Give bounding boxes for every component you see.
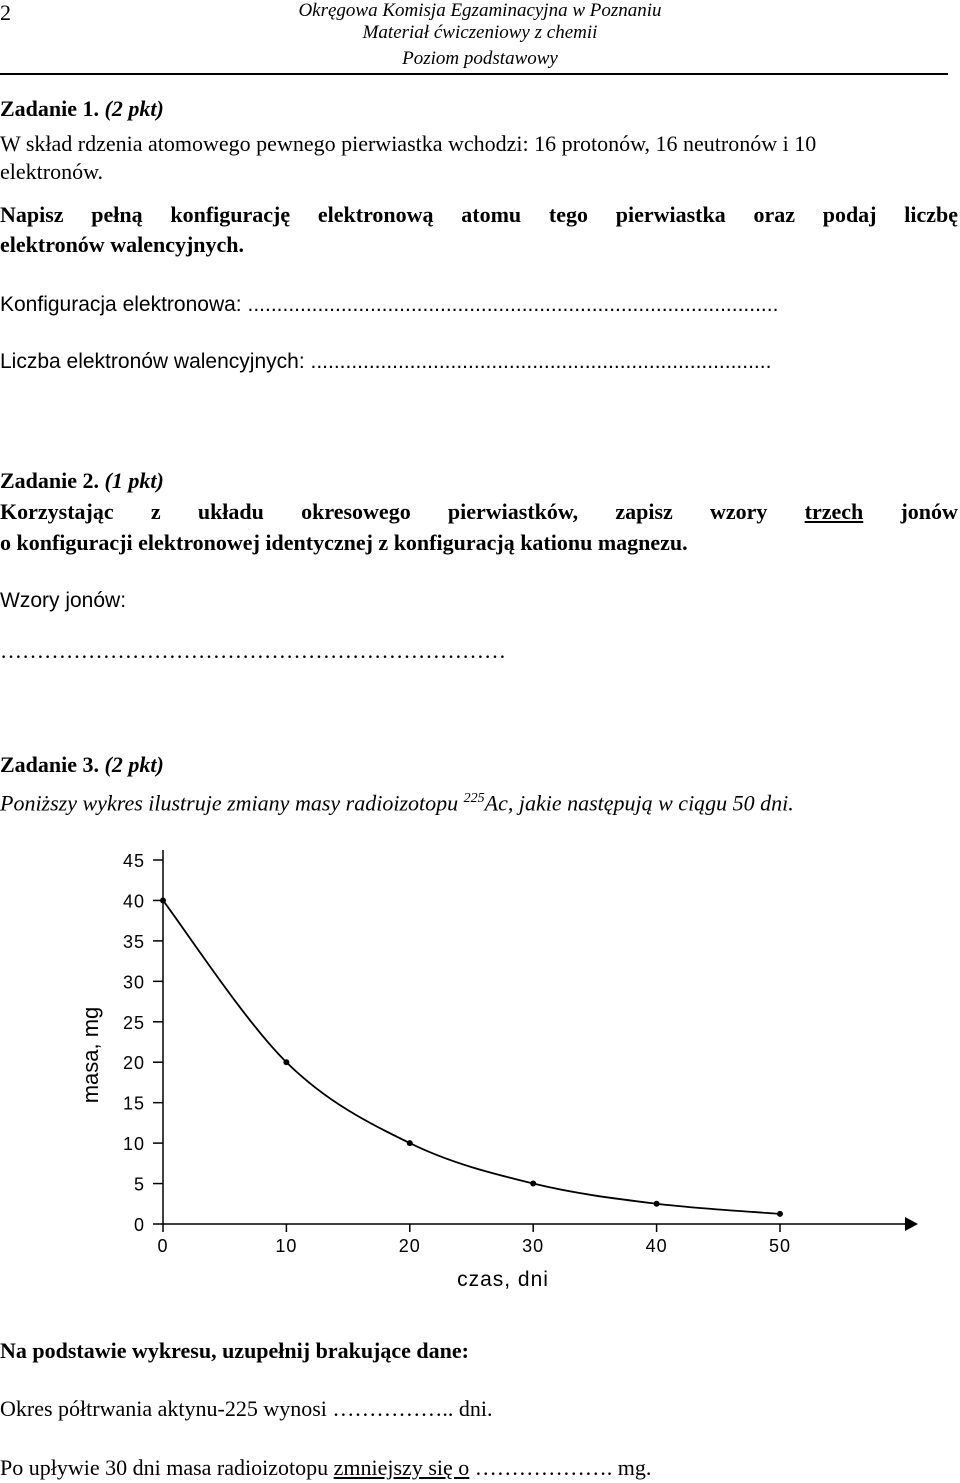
task3-question-half-life [0, 1396, 493, 1422]
x-tick-label: 30 [522, 1236, 545, 1256]
q2-text-b: . mg. [606, 1455, 652, 1480]
data-point [160, 897, 166, 903]
task3-mass-number: 225 [463, 791, 485, 806]
task2-word: jonów [900, 499, 958, 524]
q2-underlined: zmniejszy się o [333, 1455, 470, 1480]
task2-word: wzory [710, 499, 768, 524]
y-tick-label: 45 [122, 851, 145, 871]
series [160, 897, 783, 1216]
task1-title: Zadanie 1. [0, 96, 100, 121]
q2-dots: ……………… [469, 1455, 607, 1480]
task2-word-underlined: trzech [804, 499, 864, 524]
task3-heading [0, 752, 164, 778]
task2-points: (1 pkt) [104, 468, 164, 493]
chart-axes [163, 850, 918, 1231]
x-axis-arrow [905, 1217, 918, 1231]
x-tick-label: 20 [398, 1236, 421, 1256]
y-tick-label: 35 [122, 931, 145, 952]
task3-points: (2 pkt) [104, 752, 164, 777]
task1-instruction-line2: elektronów walencyjnych. [0, 232, 245, 257]
task2-word: zapisz [615, 499, 673, 524]
task2-answer-dots: …………………………………………………………… [0, 638, 506, 663]
task1-intro-line2: elektronów. [0, 159, 104, 184]
task2-heading [0, 468, 164, 494]
y-axis-label: masa, mg [78, 1006, 103, 1104]
q1-dots: …………….. [332, 1396, 454, 1421]
task3-title: Zadanie 3. [0, 752, 100, 777]
y-ticks [123, 851, 163, 1235]
y-tick-label: 0 [133, 1215, 145, 1235]
y-tick-label: 20 [122, 1053, 145, 1074]
task1-heading [0, 96, 164, 122]
x-tick-label: 0 [157, 1236, 169, 1256]
task2-word: z [150, 499, 161, 524]
task2-instruction-line1 [0, 499, 958, 525]
task1-instruction-line1: Napisz pełną konfigurację elektronową atomu tego pierwiastka oraz podaj liczbę [0, 202, 958, 227]
task1-answer-configuration: Konfiguracja elektronowa: ........................................................................................... [0, 293, 779, 316]
x-tick-label: 50 [768, 1236, 792, 1256]
x-ticks [157, 1224, 791, 1256]
data-point [530, 1181, 536, 1187]
task2-word: okresowego [301, 499, 411, 524]
y-tick-label: 40 [122, 891, 145, 912]
task3-question-mass-loss [0, 1455, 651, 1481]
task3-description [0, 786, 794, 816]
task3-footer-title: Na podstawie wykresu, uzupełnij brakujące dane: [0, 1338, 469, 1363]
data-point [654, 1201, 660, 1207]
x-axis-label: czas, dni [457, 1268, 549, 1291]
task2-word: Korzystając [0, 499, 114, 524]
task2-word: pierwiastków, [447, 499, 579, 524]
q2-text-a: Po upływie 30 dni masa radioizotopu [0, 1455, 334, 1480]
series-line [163, 900, 780, 1213]
x-tick-label: 40 [645, 1236, 668, 1256]
data-point [777, 1211, 783, 1217]
q1-text-a: Okres półtrwania aktynu-225 wynosi [0, 1396, 333, 1421]
decay-chart [0, 840, 960, 1300]
header-institution: Okręgowa Komisja Egzaminacyjna w Poznaniu [298, 0, 662, 21]
task1-points: (2 pkt) [104, 96, 164, 121]
task2-instruction-line2: o konfiguracji elektronowej identycznej z konfiguracją kationu magnezu. [0, 530, 688, 555]
task3-description-a: Poniższy wykres ilustruje zmiany masy radioizotopu [0, 790, 464, 816]
header-level: Poziom podstawowy [402, 48, 558, 69]
y-tick-label: 10 [122, 1134, 145, 1155]
y-tick-label: 30 [122, 972, 145, 993]
page-number: 2 [0, 0, 11, 25]
y-tick-label: 25 [122, 1012, 145, 1033]
y-tick-label: 5 [133, 1174, 145, 1195]
header-rule [0, 73, 948, 75]
task2-word: układu [197, 499, 264, 524]
task3-description-b: Ac, jakie następują w ciągu 50 dni. [484, 790, 794, 816]
x-tick-label: 10 [275, 1236, 298, 1256]
q1-text-b: dni. [453, 1396, 493, 1421]
task1-intro-line1: W skład rdzenia atomowego pewnego pierwiastka wchodzi: 16 protonów, 16 neutronów i 10 [0, 131, 817, 156]
y-tick-label: 15 [122, 1093, 145, 1114]
task2-answer-label: Wzory jonów: [0, 589, 127, 612]
header-subject: Materiał ćwiczeniowy z chemii [362, 22, 598, 43]
data-point [283, 1059, 289, 1065]
task1-answer-valence: Liczba elektronów walencyjnych: ............................................................................... [0, 350, 772, 373]
data-point [407, 1140, 413, 1146]
task2-title: Zadanie 2. [0, 468, 100, 493]
